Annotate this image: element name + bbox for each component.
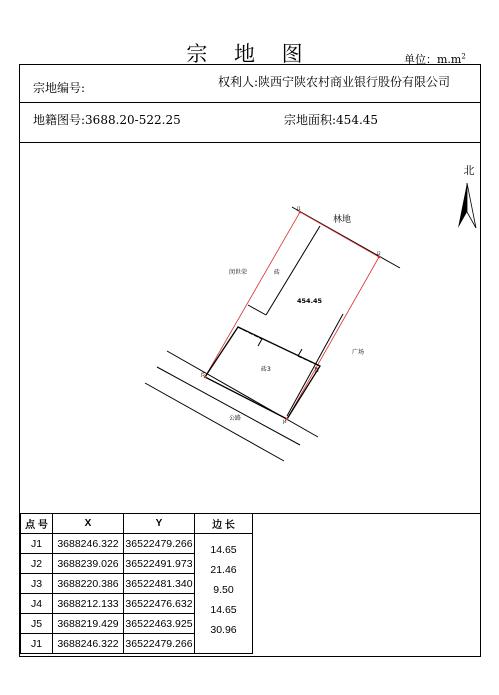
- edge-value: 9.50: [213, 583, 234, 596]
- north-label: 北: [463, 164, 475, 177]
- edge-value: 14.65: [195, 544, 252, 556]
- point-cell: J2: [21, 554, 53, 574]
- parcel-map: [20, 143, 480, 513]
- x-cell: 3688219.429: [53, 614, 124, 634]
- owner-field: [218, 73, 450, 90]
- forest-label: 林地: [333, 215, 352, 225]
- north-arrow-outline: [467, 183, 476, 228]
- y-cell: 36522476.632: [124, 594, 195, 614]
- owner-label: 权利人:: [218, 75, 259, 89]
- building-dash: [298, 349, 302, 356]
- table-row: [21, 634, 253, 654]
- parcel-area-label: 454.45: [297, 297, 323, 305]
- x-cell: 3688220.386: [53, 574, 124, 594]
- map-number-value: 3688.20-522.25: [85, 113, 181, 127]
- y-cell: 36522479.266: [124, 634, 195, 654]
- x-cell: 3688212.133: [53, 594, 124, 614]
- building-label: 砖3: [261, 366, 271, 373]
- square-edge: [287, 314, 343, 416]
- point-label-j1: J1: [297, 206, 301, 211]
- point-label-j2: J2: [377, 251, 381, 256]
- edge-value: 21.46: [210, 563, 237, 576]
- square-label: 广场: [352, 349, 365, 356]
- road-label: 公路: [229, 415, 242, 422]
- owner-value: 陕西宁陕农村商业银行股份有限公司: [258, 75, 451, 89]
- neighbor-wall: [248, 305, 266, 315]
- x-cell: 3688246.322: [53, 534, 124, 554]
- area-value: 454.45: [336, 113, 379, 127]
- unit-text: 单位：m.m: [404, 53, 462, 66]
- unit-superscript: 2: [461, 52, 466, 61]
- header-edge: 边 长: [195, 514, 253, 534]
- table-header-row: [21, 514, 253, 534]
- y-cell: 36522479.266: [124, 534, 195, 554]
- y-cell: 36522481.340: [124, 574, 195, 594]
- x-cell: 3688246.322: [53, 634, 124, 654]
- road-line: [145, 383, 284, 461]
- building-dash: [258, 339, 262, 346]
- neighbor-label: 闵世荣: [229, 269, 248, 276]
- point-cell: J4: [21, 594, 53, 614]
- page-title: 宗 地 图: [186, 42, 313, 66]
- road-line: [167, 351, 318, 437]
- y-cell: 36522491.973: [124, 554, 195, 574]
- edge-value: 30.96: [210, 623, 237, 636]
- north-arrow-icon: [458, 183, 467, 228]
- point-cell: J1: [21, 634, 53, 654]
- point-cell: J1: [21, 534, 53, 554]
- edge-value: 14.65: [210, 603, 237, 616]
- coordinate-table: [20, 513, 253, 654]
- edge-cell: [195, 623, 253, 654]
- divider-line: [19, 102, 481, 103]
- road-line: [157, 367, 300, 445]
- point-label-j4: J4: [283, 419, 287, 424]
- header-y: Y: [124, 514, 195, 534]
- brick-label: 砖: [274, 269, 281, 276]
- point-marker-j2: [378, 256, 381, 259]
- point-marker-j1: [299, 211, 302, 214]
- point-label-j5: J5: [201, 372, 205, 377]
- x-cell: 3688239.026: [53, 554, 124, 574]
- area-label: 宗地面积:: [284, 113, 337, 127]
- header-x: X: [53, 514, 124, 534]
- point-cell: J5: [21, 614, 53, 634]
- point-label-j3: J3: [315, 368, 319, 373]
- map-number-label: 地籍图号:: [33, 113, 86, 127]
- parcel-number-label: 宗地编号:: [33, 81, 86, 95]
- header-point: 点 号: [21, 514, 53, 534]
- area-field: [284, 111, 378, 128]
- y-cell: 36522463.925: [124, 614, 195, 634]
- map-number-field: [33, 111, 181, 128]
- point-cell: J3: [21, 574, 53, 594]
